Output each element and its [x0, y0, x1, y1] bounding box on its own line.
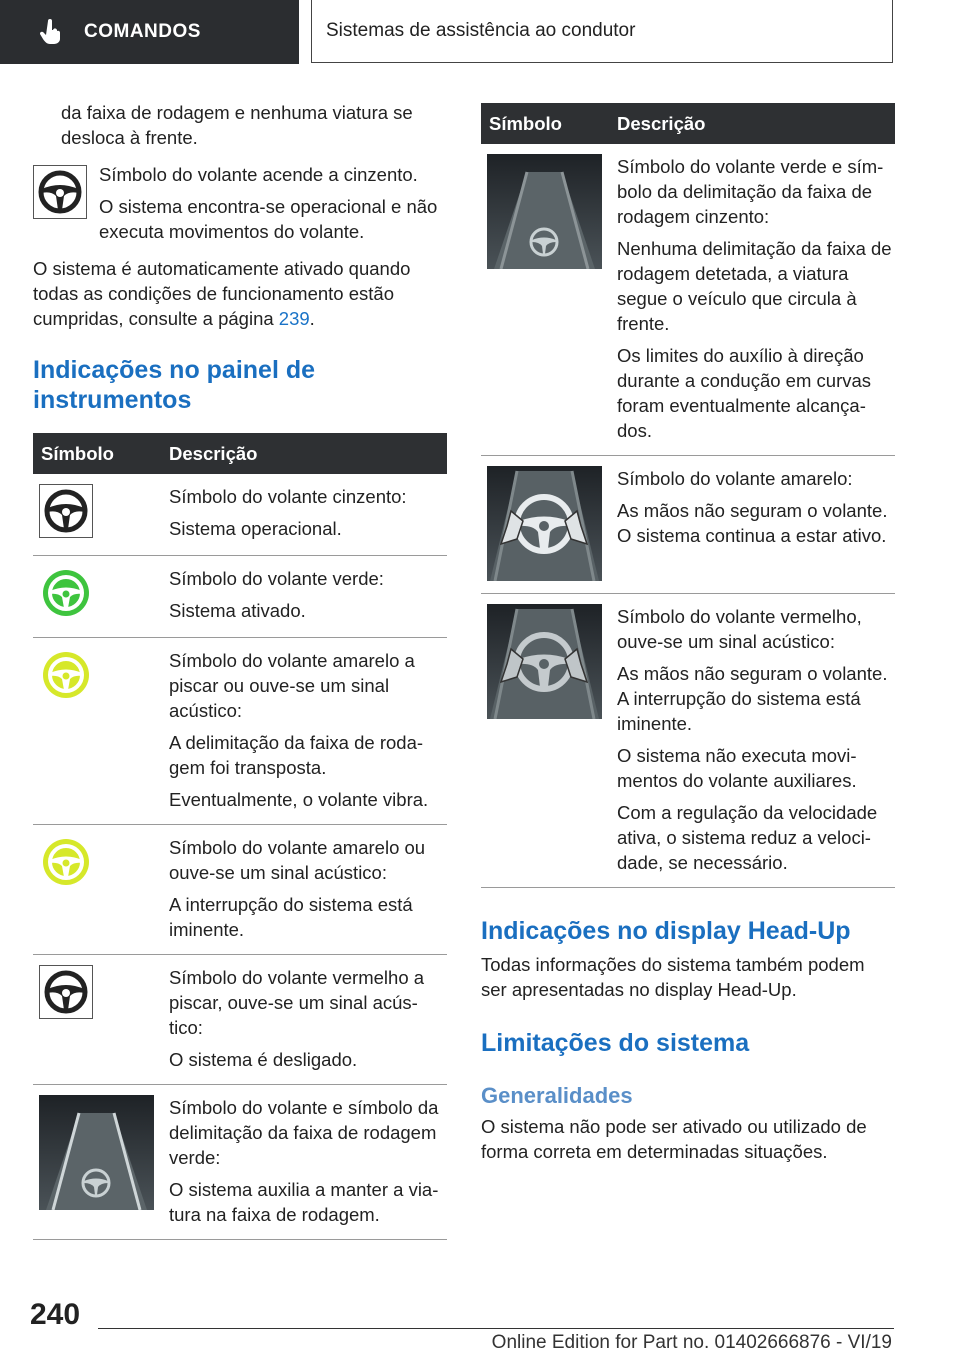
table-row [481, 456, 895, 594]
section-title: COMANDOS [84, 21, 201, 42]
row-text: O sistema auxilia a manter a via-tura na faixa de rodagem. [169, 1179, 439, 1225]
row-text: Símbolo do volante verde e sím-bolo da delimitação da faixa de rodagem cinzento: [617, 156, 884, 227]
hand-pointer-icon [40, 19, 66, 45]
column-header-symbol: Símbolo [481, 103, 617, 144]
intro-text: da faixa de rodagem e nenhuma viatura se desloca à frente. [61, 102, 413, 148]
table-row [33, 556, 447, 638]
right-column [481, 103, 895, 1164]
hands-on-wheel-yellow-icon [487, 466, 602, 581]
footer-divider [98, 1328, 894, 1329]
steering-wheel-yellow-icon [39, 835, 93, 889]
general-text: O sistema não pode ser ativado ou utilizado de forma correta em determinadas situações. [481, 1116, 867, 1162]
table-row [33, 474, 447, 556]
column-header-description: Descrição [169, 433, 447, 474]
row-text: Sistema ativado. [169, 600, 306, 621]
steering-wheel-yellow-icon [39, 648, 93, 702]
table-row [481, 144, 895, 456]
lane-steering-green-icon [39, 1095, 154, 1210]
column-header-symbol: Símbolo [33, 433, 169, 474]
chapter-title: Sistemas de assistência ao condutor [311, 0, 893, 63]
table-row [481, 594, 895, 888]
hud-text: Todas informações do sistema também podem ser apresentadas no display Head-Up. [481, 954, 865, 1000]
row-text: Os limites do auxílio à direção durante a condução em curvas foram eventualmente alcança-dos. [617, 345, 872, 441]
page-link[interactable]: 239 [278, 308, 310, 329]
table-row [33, 825, 447, 955]
row-text: Símbolo do volante e símbolo da delimitação da faixa de rodagem verde: [169, 1097, 439, 1168]
column-header-description: Descrição [617, 103, 895, 144]
instrument-panel-heading: Indicações no painel de instrumentos [33, 356, 316, 414]
row-text: Símbolo do volante verde: [169, 568, 384, 589]
hands-on-wheel-red-icon [487, 604, 602, 719]
row-text: O sistema é desligado. [169, 1049, 358, 1070]
left-column [33, 100, 447, 1240]
row-text: Símbolo do volante amarelo: [617, 468, 853, 489]
row-text: Símbolo do volante amarelo ou ouve-se um sinal acústico: [169, 837, 426, 883]
grey-icon-text-2: O sistema encontra-se operacional e não executa movimentos do volante. [99, 196, 438, 242]
row-text: Eventualmente, o volante vibra. [169, 789, 429, 810]
row-text: Símbolo do volante vermelho, ouve-se um sinal acústico: [617, 606, 862, 652]
instrument-panel-table [33, 433, 447, 1240]
symbol-table-continued [481, 103, 895, 888]
steering-wheel-green-icon [39, 566, 93, 620]
steering-wheel-grey-icon [39, 484, 93, 538]
table-row [33, 638, 447, 825]
row-text: Nenhuma delimitação da faixa de rodagem detetada, a viatura segue o veículo que circula à frente. [617, 238, 892, 334]
auto-activation-text: O sistema é automaticamente ativado quando todas as condições de funcionamento estão cumpridas, consulte a página 239. [33, 258, 411, 329]
steering-wheel-red-icon [39, 965, 93, 1019]
row-text: Com a regulação da velocidade ativa, o sistema reduz a veloci-dade, se necessário. [617, 802, 878, 873]
page-number: 240 [30, 1298, 81, 1331]
row-text: Símbolo do volante cinzento: [169, 486, 407, 507]
general-heading: Generalidades [481, 1083, 633, 1108]
table-row [33, 955, 447, 1085]
edition-text: Online Edition for Part no. 01402666876 - VI/19 [491, 1332, 892, 1353]
row-text: O sistema não executa movi-mentos do volante auxiliares. [617, 745, 857, 791]
table-row [33, 1085, 447, 1240]
lane-steering-grey-icon [487, 154, 602, 269]
row-text: As mãos não seguram o volante. A interrupção do sistema está iminente. [617, 663, 888, 734]
row-text: As mãos não seguram o volante. O sistema continua a estar ativo. [617, 500, 888, 546]
row-text: Símbolo do volante amarelo a piscar ou ouve-se um sinal acústico: [169, 650, 415, 721]
row-text: A delimitação da faixa de roda-gem foi transposta. [169, 732, 424, 778]
row-text: A interrupção do sistema está iminente. [169, 894, 413, 940]
grey-icon-note [33, 162, 447, 244]
row-text: Sistema operacional. [169, 518, 342, 539]
row-text: Símbolo do volante vermelho a piscar, ouve-se um sinal acús-tico: [169, 967, 425, 1038]
grey-icon-text-1: Símbolo do volante acende a cinzento. [99, 164, 418, 185]
limitations-heading: Limitações do sistema [481, 1029, 750, 1057]
section-tab [0, 0, 299, 64]
hud-heading: Indicações no display Head-Up [481, 917, 851, 945]
steering-wheel-grey-icon [33, 162, 89, 244]
